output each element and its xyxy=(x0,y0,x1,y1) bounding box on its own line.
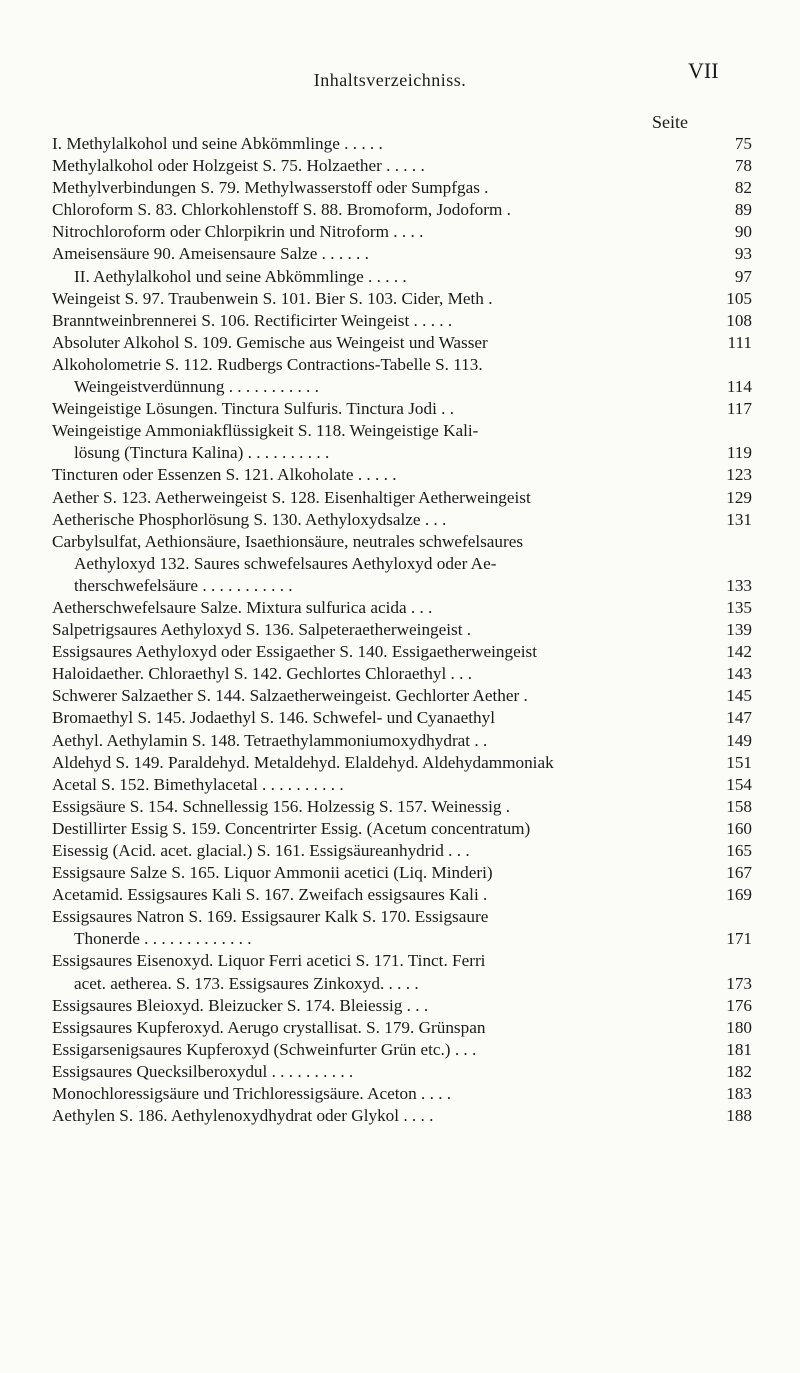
toc-entry xyxy=(52,310,752,332)
toc-entry-text: Nitrochloroform oder Chlorpikrin und Nitroform . . . . xyxy=(52,222,424,242)
toc-entry xyxy=(52,707,752,729)
toc-entry-text: Chloroform S. 83. Chlorkohlenstoff S. 88. Bromoform, Jodoform . xyxy=(52,200,511,220)
toc-entry-page: 151 xyxy=(726,752,752,772)
toc-entry xyxy=(52,420,752,464)
page-number: VII xyxy=(688,58,719,83)
toc-entry-text: II. Aethylalkohol und seine Abkömmlinge . . . . . xyxy=(74,266,407,286)
toc-entry xyxy=(52,155,752,177)
table-of-contents xyxy=(52,133,752,1127)
toc-entry-page: 78 xyxy=(734,156,752,176)
toc-entry-text: Aetherische Phosphorlösung S. 130. Aethyloxydsalze . . . xyxy=(52,509,447,529)
toc-entry-text: Alkoholometrie S. 112. Rudbergs Contractions-Tabelle S. 113. xyxy=(52,354,483,374)
toc-entry-text: Aether S. 123. Aetherweingeist S. 128. Eisenhaltiger Aetherweingeist xyxy=(52,487,531,507)
toc-entry-page: 167 xyxy=(726,863,752,883)
toc-entry-text: Bromaethyl S. 145. Jodaethyl S. 146. Schwefel- und Cyanaethyl xyxy=(52,708,495,728)
toc-entry-page: 97 xyxy=(734,266,752,286)
toc-entry xyxy=(52,906,752,950)
toc-entry xyxy=(52,774,752,796)
toc-entry-text: Ameisensäure 90. Ameisensaure Salze . . . . . . xyxy=(52,244,369,264)
toc-entry-page: 169 xyxy=(726,885,752,905)
toc-entry-page: 108 xyxy=(726,310,752,330)
toc-entry xyxy=(52,177,752,199)
toc-entry xyxy=(52,796,752,818)
toc-entry-page: 105 xyxy=(726,288,752,308)
toc-entry xyxy=(52,133,752,155)
toc-entry xyxy=(52,221,752,243)
toc-entry-page: 93 xyxy=(734,244,752,264)
toc-entry-page: 149 xyxy=(726,730,752,750)
toc-entry-page: 117 xyxy=(726,399,752,419)
toc-entry-text: Haloidaether. Chloraethyl S. 142. Gechlortes Chloraethyl . . . xyxy=(52,664,473,684)
toc-entry xyxy=(52,509,752,531)
toc-entry-page: 176 xyxy=(726,995,752,1015)
toc-entry xyxy=(52,663,752,685)
toc-entry-text: Branntweinbrennerei S. 106. Rectificirter Weingeist . . . . . xyxy=(52,310,453,330)
toc-entry-text: Essigarsenigsaures Kupferoxyd (Schweinfurter Grün etc.) . . . xyxy=(52,1039,477,1059)
toc-entry xyxy=(52,840,752,862)
toc-entry xyxy=(52,752,752,774)
toc-entry xyxy=(52,597,752,619)
toc-entry-text: Acetamid. Essigsaures Kali S. 167. Zweifach essigsaures Kali . xyxy=(52,885,488,905)
toc-entry xyxy=(52,950,752,994)
toc-entry-page: 82 xyxy=(734,178,752,198)
toc-entry-text: I. Methylalkohol und seine Abkömmlinge . . . . . xyxy=(52,134,383,153)
toc-entry-text: Essigsaures Bleioxyd. Bleizucker S. 174. Bleiessig . . . xyxy=(52,995,429,1015)
toc-entry-text: Weingeist S. 97. Traubenwein S. 101. Bier S. 103. Cider, Meth . xyxy=(52,288,493,308)
toc-entry-page: 75 xyxy=(734,134,752,153)
toc-entry-text: Essigsaures Aethyloxyd oder Essigaether S. 140. Essigaetherweingeist xyxy=(52,642,537,662)
toc-entry xyxy=(52,1105,752,1127)
page-column-label: Seite xyxy=(652,112,688,132)
toc-entry-page: 165 xyxy=(726,841,752,860)
toc-entry-text: therschwefelsäure . . . . . . . . . . . xyxy=(74,575,293,595)
toc-entry xyxy=(52,685,752,707)
toc-entry-text: Essigsaures Kupferoxyd. Aerugo crystallisat. S. 179. Grünspan xyxy=(52,1017,486,1037)
toc-entry-page: 133 xyxy=(726,575,752,595)
toc-entry-text: Destillirter Essig S. 159. Concentrirter Essig. (Acetum concentratum) xyxy=(52,818,531,838)
toc-entry-page: 129 xyxy=(726,487,752,507)
toc-entry xyxy=(52,398,752,420)
toc-entry-text-continued: acet. aetherea. S. 173. Essigsaures Zinkoxyd. . . . . xyxy=(74,973,419,993)
toc-entry-page: 89 xyxy=(734,200,752,220)
toc-entry xyxy=(52,995,752,1017)
toc-entry-page: 131 xyxy=(726,509,752,529)
toc-entry-text: Methylalkohol oder Holzgeist S. 75. Holzaether . . . . . xyxy=(52,156,425,176)
toc-entry-page: 111 xyxy=(727,332,752,352)
toc-entry-text: Aethylen S. 186. Aethylenoxydhydrat oder Glykol . . . . xyxy=(52,1106,434,1126)
toc-entry-text: Tincturen oder Essenzen S. 121. Alkoholate . . . . . xyxy=(52,465,397,485)
toc-entry-text: Essigsaures Natron S. 169. Essigsaurer Kalk S. 170. Essigsaure xyxy=(52,907,489,927)
toc-entry-page: 160 xyxy=(726,818,752,838)
toc-entry-text-continued: Aethyloxyd 132. Saures schwefelsaures Aethyloxyd oder Ae- xyxy=(74,553,497,573)
toc-entry-page: 181 xyxy=(726,1039,752,1059)
toc-entry-text: Carbylsulfat, Aethionsäure, Isaethionsäure, neutrales schwefelsaures xyxy=(52,531,524,551)
toc-entry xyxy=(52,862,752,884)
toc-entry-page: 171 xyxy=(726,929,752,949)
toc-entry-page: 173 xyxy=(726,973,752,993)
toc-entry xyxy=(52,1039,752,1061)
toc-entry xyxy=(52,243,752,265)
toc-entry-text: Essigsaures Quecksilberoxydul . . . . . . . . . . xyxy=(52,1061,354,1081)
toc-entry-page: 143 xyxy=(726,664,752,684)
toc-entry-page: 147 xyxy=(726,708,752,728)
toc-entry xyxy=(52,730,752,752)
toc-entry-page: 183 xyxy=(726,1084,752,1104)
toc-entry-page: 119 xyxy=(726,443,752,463)
toc-entry-page: 158 xyxy=(726,796,752,816)
toc-entry xyxy=(52,332,752,354)
toc-entry xyxy=(52,1017,752,1039)
toc-entry-text-continued: Weingeistverdünnung . . . . . . . . . . . xyxy=(74,377,319,397)
toc-entry-text: Absoluter Alkohol S. 109. Gemische aus Weingeist und Wasser xyxy=(52,332,488,352)
toc-entry-text: Aethyl. Aethylamin S. 148. Tetraethylammoniumoxydhydrat . . xyxy=(52,730,488,750)
toc-entry-text-continued: lösung (Tinctura Kalina) . . . . . . . . . . xyxy=(74,443,330,463)
toc-entry xyxy=(52,641,752,663)
toc-entry xyxy=(52,354,752,398)
toc-entry-text: Essigsaure Salze S. 165. Liquor Ammonii acetici (Liq. Minderi) xyxy=(52,863,493,883)
toc-entry-page: 180 xyxy=(726,1017,752,1037)
toc-entry-text: Essigsaures Eisenoxyd. Liquor Ferri acetici S. 171. Tinct. Ferri xyxy=(52,951,486,971)
toc-entry-text: Methylverbindungen S. 79. Methylwasserstoff oder Sumpfgas . xyxy=(52,178,489,198)
toc-entry xyxy=(52,884,752,906)
toc-entry xyxy=(52,199,752,221)
toc-entry-text: Acetal S. 152. Bimethylacetal . . . . . . . . . . xyxy=(52,774,344,794)
toc-entry xyxy=(52,619,752,641)
toc-entry-text: Weingeistige Lösungen. Tinctura Sulfuris. Tinctura Jodi . . xyxy=(52,399,455,419)
toc-entry-text: Essigsäure S. 154. Schnellessig 156. Holzessig S. 157. Weinessig . xyxy=(52,796,511,816)
toc-entry-page: 90 xyxy=(734,222,752,242)
toc-entry-text: Aetherschwefelsaure Salze. Mixtura sulfurica acida . . . xyxy=(52,597,433,617)
toc-entry xyxy=(52,1083,752,1105)
toc-entry xyxy=(52,1061,752,1083)
toc-entry-page: 154 xyxy=(726,774,752,794)
toc-entry xyxy=(52,818,752,840)
toc-entry xyxy=(52,531,752,575)
toc-entry-page: 142 xyxy=(726,642,752,662)
toc-entry-text-continued: Thonerde . . . . . . . . . . . . . xyxy=(74,929,252,949)
toc-entry-page: 145 xyxy=(726,686,752,706)
toc-entry-page: 114 xyxy=(726,377,752,397)
toc-entry-text: Eisessig (Acid. acet. glacial.) S. 161. Essigsäureanhydrid . . . xyxy=(52,841,470,860)
toc-entry-page: 139 xyxy=(726,620,752,640)
toc-entry-page: 182 xyxy=(726,1061,752,1081)
toc-entry-text: Salpetrigsaures Aethyloxyd S. 136. Salpeteraetherweingeist . xyxy=(52,620,472,640)
toc-entry xyxy=(52,575,752,597)
toc-entry xyxy=(52,464,752,486)
toc-entry-page: 135 xyxy=(726,597,752,617)
toc-entry-text: Weingeistige Ammoniakflüssigkeit S. 118. Weingeistige Kali- xyxy=(52,421,479,441)
toc-entry xyxy=(52,288,752,310)
toc-entry-page: 188 xyxy=(726,1106,752,1126)
toc-entry-text: Aldehyd S. 149. Paraldehyd. Metaldehyd. Elaldehyd. Aldehydammoniak xyxy=(52,752,554,772)
page-header-title: Inhaltsverzeichniss. xyxy=(313,70,467,90)
toc-entry-text: Schwerer Salzaether S. 144. Salzaetherweingeist. Gechlorter Aether . xyxy=(52,686,528,706)
toc-entry-text: Monochloressigsäure und Trichloressigsäure. Aceton . . . . xyxy=(52,1084,452,1104)
toc-entry-page: 123 xyxy=(726,465,752,485)
toc-entry xyxy=(52,487,752,509)
toc-entry xyxy=(52,266,752,288)
